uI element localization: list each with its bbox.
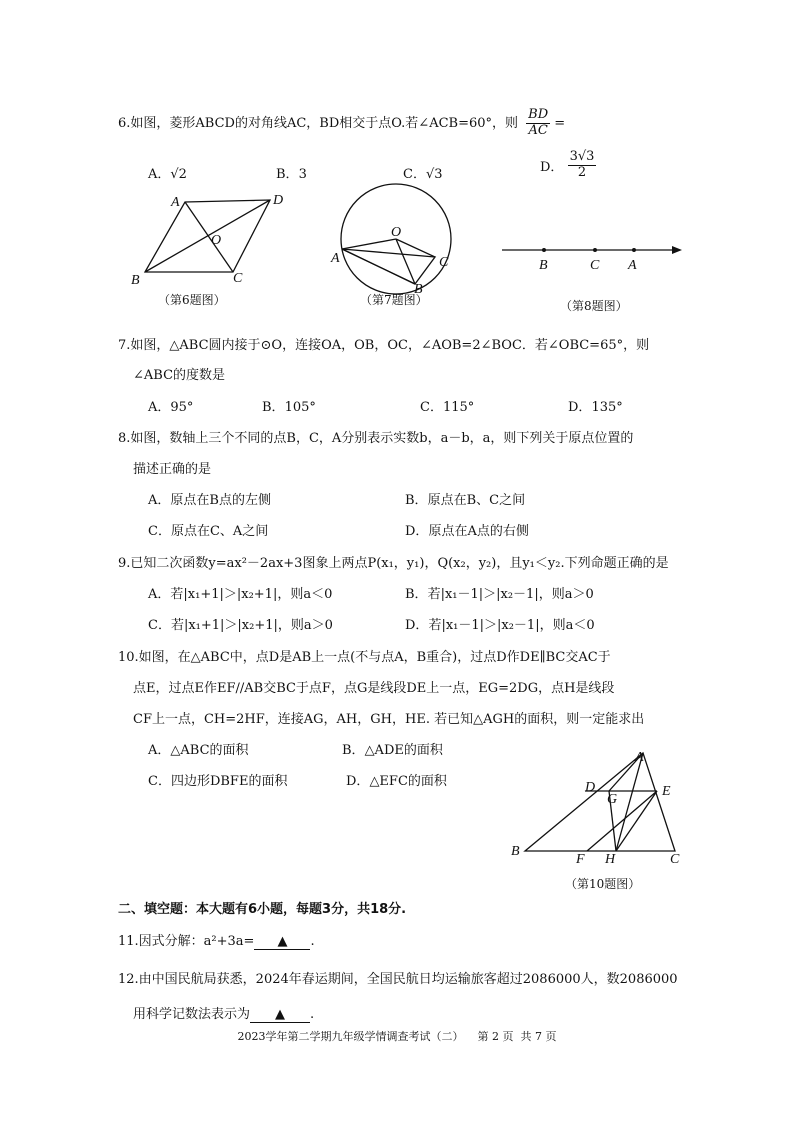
- q6-option-d-label: D．: [540, 159, 564, 175]
- q9-option-a-label: A．: [148, 587, 171, 602]
- q9-stem: 9.已知二次函数y=ax²－2ax+3图象上两点P(x₁，y₁)，Q(x₂，y₂)，且y₁＜y₂.下列命题正确的是: [118, 556, 669, 571]
- q7-option-d: [568, 396, 623, 415]
- q8-option-c: [148, 520, 268, 539]
- fig6-diagonal-ac: [185, 202, 233, 272]
- q12-line2-text: 用科学记数法表示为: [133, 1007, 251, 1022]
- fig8-point-b: [542, 248, 546, 252]
- q11-end: .: [310, 934, 315, 949]
- fig7-caption: （第7题图）: [360, 293, 428, 307]
- page-footer: 2023学年第二学期九年级学情调查考试（二） 第 2 页 共 7 页: [237, 1030, 557, 1043]
- fig7-label-a: A: [331, 251, 340, 266]
- q11-blank: ▲: [254, 934, 310, 950]
- q7-option-a-label: A．: [148, 400, 171, 415]
- q7-option-a-value: 95°: [170, 400, 194, 415]
- fig6-label-d: D: [273, 193, 284, 208]
- q8-option-b-value: 原点在B、C之间: [427, 493, 526, 508]
- q7-option-c-value: 115°: [442, 400, 475, 415]
- q6-option-d-num: 3√3: [569, 149, 595, 164]
- q10-line2: 点E，过点E作EF//AB交BC于点F，点G是线段DE上一点，EG=2DG，点H是线段: [133, 681, 615, 696]
- q9-option-b-label: B．: [405, 587, 428, 602]
- fig6-label-a: A: [171, 195, 180, 210]
- fig6-label-o: O: [211, 233, 222, 248]
- q8-option-d-value: 原点在A点的右侧: [428, 524, 529, 539]
- q12-end: .: [310, 1007, 315, 1022]
- q6-frac-den: AC: [528, 122, 548, 138]
- q11: [118, 930, 315, 950]
- q8-option-d-label: D．: [405, 524, 429, 539]
- q6-option-a-value: √2: [170, 167, 187, 182]
- fig10-caption: （第10题图）: [565, 877, 641, 891]
- fig6-label-b: B: [131, 273, 140, 288]
- fig8-point-c: [593, 248, 597, 252]
- q6-option-b-value: 3: [298, 167, 307, 182]
- q8-option-a-value: 原点在B点的左侧: [170, 493, 271, 508]
- q8-option-d: [405, 520, 529, 539]
- q8-option-a: [148, 489, 271, 508]
- q10-option-b: [342, 739, 443, 758]
- q7-option-c: [420, 396, 474, 415]
- q6-option-c-label: C．: [403, 167, 426, 182]
- q6-option-d-den: 2: [577, 164, 587, 180]
- q10-option-c: [148, 770, 287, 789]
- q7-line1: 7.如图，△ABC圆内接于⊙O，连接OA，OB，OC，∠AOB=2∠BOC．若∠OBC=65°，则: [118, 338, 650, 353]
- q6-eq: =: [554, 115, 566, 131]
- q10-line1: 10.如图，在△ABC中，点D是AB上一点(不与点A，B重合)，过点D作DE∥BC交AC于: [118, 650, 611, 665]
- q9-option-a-value: 若|x₁+1|＞|x₂+1|，则a＜0: [170, 587, 333, 602]
- q7-line2: ∠ABC的度数是: [133, 368, 226, 383]
- q9-option-c-value: 若|x₁+1|＞|x₂+1|，则a＞0: [170, 618, 333, 633]
- fig10-label-e: E: [662, 784, 671, 799]
- q7-option-b-label: B．: [262, 400, 285, 415]
- fig7-segment-oa: [342, 239, 396, 249]
- fig8-label-b: B: [539, 258, 548, 273]
- q8-option-a-label: A．: [148, 493, 171, 508]
- fig7-label-b: B: [414, 282, 423, 295]
- q8-option-b-label: B．: [405, 493, 428, 508]
- q12-blank: ▲: [250, 1007, 310, 1023]
- q6-option-d: [540, 150, 596, 181]
- q7-option-c-label: C．: [420, 400, 443, 415]
- q8-line1: 8.如图，数轴上三个不同的点B，C，A分别表示实数b，a－b，a，则下列关于原点位置的: [118, 431, 634, 446]
- q9-option-c-label: C．: [148, 618, 171, 633]
- fig6-label-c: C: [233, 271, 243, 286]
- q10-option-d-label: D．: [346, 774, 370, 789]
- fig7-triangle: [342, 249, 435, 284]
- q10-option-d: [346, 770, 447, 789]
- fig10-label-f: F: [576, 852, 585, 867]
- fig10-triangle-diagram: [505, 745, 695, 870]
- q6-option-c-value: √3: [425, 167, 443, 182]
- q9-option-b-value: 若|x₁－1|＞|x₂－1|，则a＞0: [427, 587, 594, 602]
- q12-line1: 12.由中国民航局获悉，2024年春运期间，全国民航日均运输旅客超过2086000人，数2086000: [118, 972, 678, 987]
- q12-line2: [133, 1003, 314, 1023]
- fig6-caption: （第6题图）: [158, 293, 226, 307]
- q8-option-c-label: C．: [148, 524, 171, 539]
- fig10-label-b: B: [511, 844, 520, 859]
- q10-line3: CF上一点，CH=2HF，连接AG，AH，GH，HE. 若已知△AGH的面积，则一定能求出: [133, 712, 645, 727]
- fig8-label-c: C: [590, 258, 600, 273]
- q10-option-d-value: △EFC的面积: [369, 774, 447, 789]
- q10-option-a: [148, 739, 249, 758]
- q10-option-a-value: △ABC的面积: [170, 743, 249, 758]
- fig7-label-c: C: [439, 255, 449, 270]
- fig7-circle-diagram: [325, 180, 460, 295]
- q10-option-c-label: C．: [148, 774, 171, 789]
- q7-option-b-value: 105°: [284, 400, 316, 415]
- fig7-label-o: O: [391, 225, 402, 240]
- q9-option-b: [405, 583, 594, 602]
- fig10-label-a: A: [635, 750, 644, 765]
- fig8-caption: （第8题图）: [560, 299, 628, 313]
- q7-option-a: [148, 396, 193, 415]
- fig10-triangle-abc: [525, 753, 675, 851]
- q10-option-c-value: 四边形DBFE的面积: [170, 774, 288, 789]
- q9-option-d: [405, 614, 595, 633]
- q6-option-b: [276, 163, 307, 182]
- fig10-label-d: D: [585, 780, 596, 795]
- q6-frac-num: BD: [528, 107, 549, 122]
- fig8-label-a: A: [628, 258, 637, 273]
- q7-option-d-label: D．: [568, 400, 592, 415]
- fig8-point-a: [632, 248, 636, 252]
- fig10-label-h: H: [605, 852, 616, 867]
- q6-option-d-frac: [568, 150, 597, 181]
- q11-stem: 11.因式分解：a²+3a=: [118, 934, 255, 949]
- fig6-rhombus-diagram: [125, 188, 295, 288]
- q8-line2: 描述正确的是: [133, 462, 212, 477]
- q6-option-a-label: A．: [148, 167, 171, 182]
- q8-option-c-value: 原点在C、A之间: [170, 524, 269, 539]
- q10-option-a-label: A．: [148, 743, 171, 758]
- q6-fraction: [526, 108, 550, 139]
- fig8-arrow: [672, 246, 682, 254]
- q9-option-a: [148, 583, 332, 602]
- q9-option-d-value: 若|x₁－1|＞|x₂－1|，则a＜0: [428, 618, 595, 633]
- q6-stem-text: 6.如图，菱形ABCD的对角线AC，BD相交于点O.若∠ACB=60°，则: [118, 115, 519, 131]
- q7-option-b: [262, 396, 316, 415]
- section2-heading: 二、填空题：本大题有6小题，每题3分，共18分.: [118, 902, 407, 917]
- q8-option-b: [405, 489, 525, 508]
- q9-option-c: [148, 614, 333, 633]
- q6-option-b-label: B．: [276, 167, 299, 182]
- q10-option-b-label: B．: [342, 743, 365, 758]
- q6-stem: [118, 108, 565, 139]
- q7-option-d-value: 135°: [591, 400, 623, 415]
- q10-option-b-value: △ADE的面积: [364, 743, 443, 758]
- fig10-label-c: C: [670, 852, 680, 867]
- q6-option-a: [148, 163, 187, 182]
- fig8-number-line: [498, 236, 688, 274]
- fig10-label-g: G: [607, 792, 618, 807]
- q9-option-d-label: D．: [405, 618, 429, 633]
